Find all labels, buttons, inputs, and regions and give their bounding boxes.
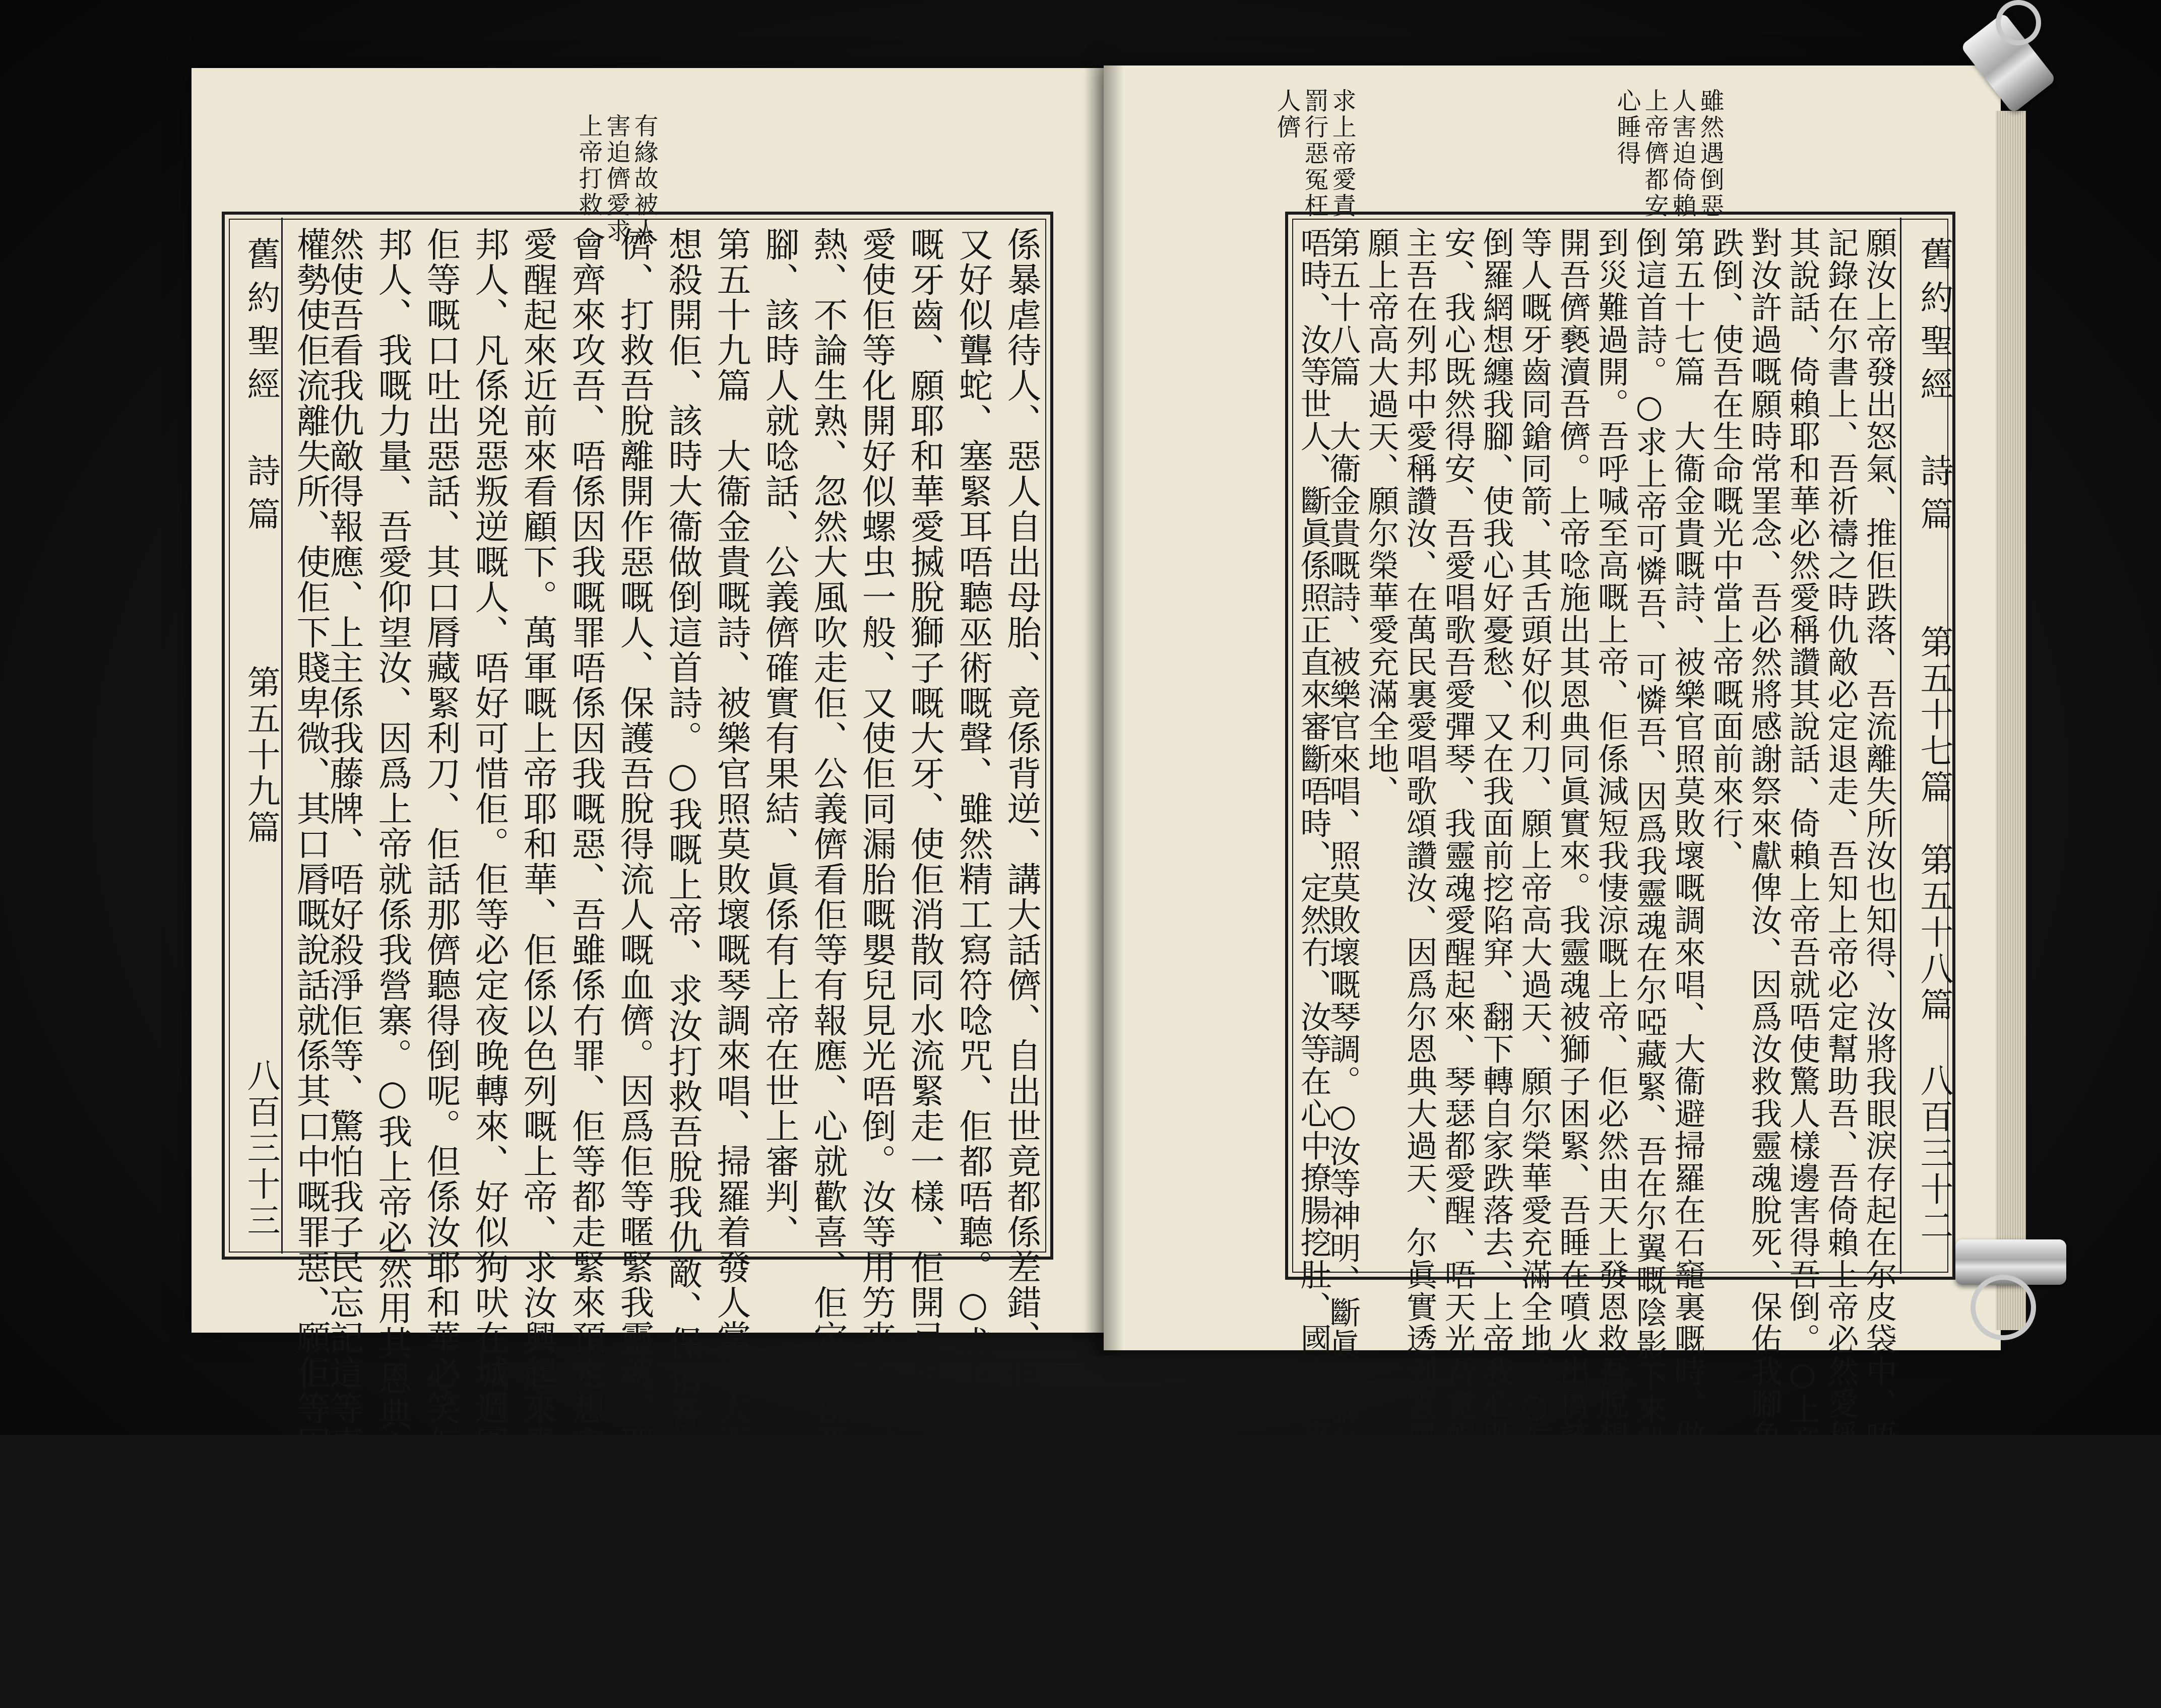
right-col-2: 記錄在尔書上、吾祈禱之時仇敵必定退走、吾知上帝必定幫助吾、吾倚賴上帝必然愛稱讚	[1822, 227, 1859, 1484]
left-margin-note-col-1: 有緣故被人	[630, 113, 658, 244]
right-col-7: 倒這首詩。○求上帝可憐吾、可憐吾、因爲我靈魂在尔啞藏緊、吾在尔翼嘅陰影下來躲身、等	[1631, 227, 1668, 1554]
left-running-title: 舊約聖經 詩篇	[241, 237, 280, 540]
left-col-12: 邦人、凡係兇惡叛逆嘅人、唔好可惜佢。佢等必定夜晚轉來、好似狗吠在城週圍行走、試看下	[469, 227, 509, 1673]
left-col-10: 會齊來攻吾、唔係因我嘅罪唔係因我嘅惡、吾雖係冇罪、佢等都走緊來預定想害吾、求汝主	[566, 227, 606, 1637]
right-col-8: 到災難過開。吾呼喊至高嘅上帝、佢係減短我悽涼嘅上帝、佢必然由天上發恩救吾脫想吞	[1593, 227, 1629, 1484]
left-col-5: 熱、不論生熟、忽然大風吹走佢、公義儕看佢等有報應、心就歡喜、佢定然在惡人嘅血裏來洗	[808, 227, 848, 1673]
right-col-9: 開吾儕褻瀆吾儕。上帝唸施出其恩典同眞實來。我靈魂被獅子困緊、吾睡在噴火出儕該里、該	[1554, 227, 1591, 1549]
left-page-number: 八百三十三	[241, 1058, 280, 1239]
right-margin-note2-col-1: 求上帝愛責	[1328, 88, 1356, 219]
right-margin-note-col-1: 雖然遇倒惡	[1696, 88, 1724, 219]
right-col-11: 倒羅網想纏我腳、使我心好憂愁、又在我面前挖陷穽、翻下轉自家跌落去、上帝我心既然得	[1478, 227, 1514, 1517]
left-col-2: 又好似聾蛇、塞緊耳唔聽巫術嘅聲、雖然精工寫符唸咒、佢都唔聽。○求上帝愛拗斷其口裏	[953, 227, 993, 1643]
right-col-10: 等人嘅牙齒同鎗同箭、其舌頭好似利刀、願上帝高大過天、願尔榮華愛充滿全地。○佢等設	[1516, 227, 1553, 1522]
right-col-4: 對汝許過嘅願時常罣念、吾必然將感謝祭來獻俾汝、因爲汝救我靈魂脫死、保佑我腳免致	[1746, 227, 1783, 1484]
right-col-12: 安、我心既然得安、吾愛唱歌吾愛彈琴、我靈魂愛醒起來、琴瑟都愛醒、唔天光吾竟醒起來、上	[1439, 227, 1476, 1581]
right-running-title: 舊約聖經 詩篇	[1915, 237, 1953, 540]
page-edges	[1996, 111, 2026, 1330]
right-chapter-heading: 第五十七篇 第五十八篇	[1915, 625, 1953, 1024]
right-margin-note-col-3: 上帝儕都安	[1640, 88, 1669, 219]
left-col-4: 愛使佢等化開好似螺虫一般、又使佢同漏胎嘅嬰兒見光唔倒。汝等用竻來燒火、鍋都唔曾	[856, 227, 896, 1602]
left-col-8: 想殺開佢、該時大衞做倒這首詩。○我嘅上帝、求汝打救吾脫我仇敵、保佑吾脫起身來攻吾	[663, 227, 703, 1643]
book-gutter	[1084, 65, 1124, 1355]
left-col-14: 邦人、我嘅力量、吾愛仰望汝、因爲上帝就係我營寨。○我上帝必然用其恩典來接吾、上帝必	[372, 227, 412, 1678]
left-chapter-heading: 第五十九篇	[241, 665, 280, 846]
right-page-number: 八百三十二	[1915, 1063, 1953, 1244]
right-margin-note-col-4: 心睡得	[1613, 88, 1641, 167]
left-col-1: 係暴虐待人、惡人自出母胎、竟係背逆、講大話儕、自出世竟都係差錯、佢等惡毒好似毒蛇、	[1001, 227, 1041, 1673]
right-header-rule	[1900, 218, 1901, 1274]
left-col-11: 愛醒起來近前來看顧下。萬軍嘅上帝耶和華、佢係以色列嘅上帝、求汝興起來責罰所有異	[518, 227, 557, 1602]
right-col-14: 願上帝高大過天、願尔榮華愛充滿全地、	[1363, 227, 1400, 807]
right-margin-note2-col-3: 人儕	[1273, 88, 1301, 141]
right-margin-note2-col-2: 罰行惡冤枉	[1300, 88, 1328, 219]
left-margin-note-col-2: 害迫儕愛求	[602, 113, 630, 244]
right-col-15: 第五十八篇 大衞金貴嘅詩、被樂官來唱、照莫敗壞嘅琴調。○汝等神明、斷眞係講公義	[1324, 227, 1361, 1490]
right-col-13: 主吾在列邦中愛稱讚汝、在萬民裏愛唱歌頌讚汝、因爲尔恩典大過天、尔眞實透到雲里去、	[1401, 227, 1438, 1517]
right-col-16: 唔時、汝等世人、斷眞係照正直來審斷唔時、定然冇、汝等在心中撩腸挖肚、國中往來尔手竟	[1295, 227, 1332, 1549]
left-col-7: 第五十九篇 大衞金貴嘅詩、被樂官照莫敗壞嘅琴調來唱、掃羅着發人掌守大衞嘅屋、	[711, 227, 751, 1567]
left-margin-note-col-3: 上帝打救	[575, 113, 603, 218]
right-col-6: 第五十七篇 大衞金貴嘅詩、被樂官照莫敗壞嘅調來唱、大衞避掃羅在石竉裏嘅時、做	[1669, 227, 1706, 1452]
right-col-1: 願汝上帝發出怒氣、推佢跌落、吾流離失所汝也知得、汝將我眼淚存起在尔皮袋中、唔時唔	[1861, 227, 1897, 1517]
right-col-3: 其說話、倚賴耶和華必然愛稱讚其說話、倚賴上帝吾就唔使驚人樣邊害得吾倒。○上帝吾	[1784, 227, 1821, 1490]
right-col-5: 跌倒、使吾在生命嘅光中當上帝嘅面前來行、	[1707, 227, 1744, 872]
left-col-6: 腳、該時人就唸話、公義儕確實有果結、眞係有上帝在世上審判、	[759, 227, 799, 1250]
left-col-13: 佢等嘅口吐出惡話、其口脣藏緊利刀、佢話那儕聽得倒呢。但係汝耶和華必笑佢、汝恥笑所有異	[421, 227, 461, 1708]
left-col-15: 然使吾看我仇敵得報應、上主係我藤牌、唔好殺淨佢等、驚怕我子民忘記這等事、求汝用尔	[324, 227, 364, 1637]
left-col-3: 嘅牙齒、願耶和華愛搣脫獅子嘅大牙、使佢消散同水流緊走一樣、佢開弓射箭、其箭矢愛斷、	[905, 227, 944, 1673]
left-col-9: 儕、打救吾脫離開作惡嘅人、保護吾脫得流人嘅血儕。因爲佢等暱緊我靈魂、耶和華、強橫嘅人	[614, 227, 654, 1708]
left-col-16: 權勢使佢流離失所、使佢下賤卑微、其口脣嘅說話就係其口中嘅罪惡、願佢等因爲驕傲呪	[291, 227, 331, 1602]
right-margin-note-col-2: 人害迫倚賴	[1668, 88, 1696, 219]
